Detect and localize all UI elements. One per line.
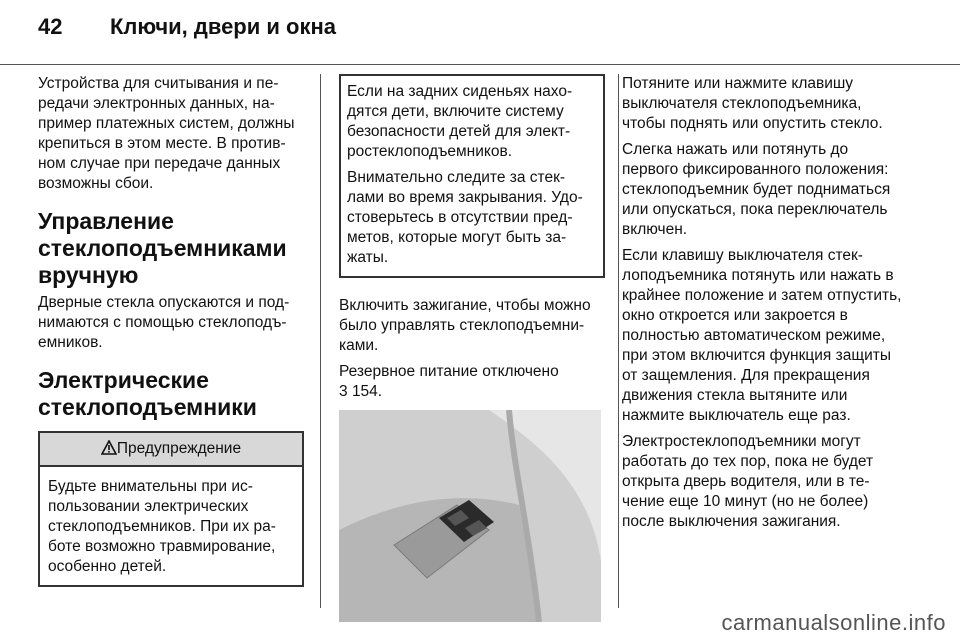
column-3 [622, 74, 902, 538]
operation-paragraph-3: Если клавишу выключателя стеклоподъемника потянуть или нажать в крайнее положение и затем отпустить, окно откроется или закроется в полностью автоматическом режиме, при этом включится функция защиты от защемления. Для прекращения движения стекла вытяните или нажмите выключатель еще раз. [622, 247, 902, 424]
watermark: carmanualsonline.info [721, 610, 946, 635]
operation-paragraph-1: Потяните или нажмите клавишу выключателя стеклоподъемника, чтобы поднять или опустить стекло. [622, 75, 883, 132]
warning-title: Предупреждение [116, 440, 242, 457]
page-reference: 154. [351, 383, 383, 400]
manual-paragraph: Дверные стекла опускаются и поднимаются с помощью стеклоподъемников. [38, 294, 290, 351]
closing-caution-text: Внимательно следите за стеклами во время закрывания. Удостоверьтесь в отсутствии предметов, которые могут быть зажаты. [347, 169, 583, 266]
intro-paragraph: Устройства для считывания и передачи электронных данных, например платежных систем, должны крепиться в этом месте. В противном случае при передаче данных возможны сбои. [38, 75, 295, 192]
column-1 [38, 74, 304, 587]
warning-triangle-icon [101, 440, 117, 455]
window-switch-illustration [339, 410, 601, 622]
page-number: 42 [38, 14, 63, 39]
section-heading-manual: Управление стеклоподъемниками вручную [38, 208, 287, 288]
column-divider-1 [320, 74, 321, 608]
warning-header [40, 433, 302, 467]
operation-paragraph-4: Электростеклоподъемники могут работать до тех пор, пока не будет открыта дверь водителя, или в течение еще 10 минут (но не более) после выключения зажигания. [622, 433, 874, 530]
page-header [38, 14, 336, 40]
warning-text: Будьте внимательны при использовании электрических стеклоподъемников. При их работе возможно травмирование, особенно детей. [48, 478, 276, 575]
column-2 [339, 74, 605, 622]
operation-paragraph-2: Слегка нажать или потянуть до первого фиксированного положения: стеклоподъемник будет подниматься или опускаться, пока переключатель включен. [622, 141, 891, 238]
header-rule [0, 64, 960, 65]
warning-box [38, 431, 304, 587]
section-heading-electric: Электрические стеклоподъемники [38, 367, 257, 420]
child-safety-text: Если на задних сиденьях находятся дети, включите систему безопасности детей для электростеклоподъемников. [347, 83, 573, 160]
column-divider-2 [618, 74, 619, 608]
page-reference-icon: 3 [339, 383, 348, 400]
child-safety-box [339, 74, 605, 278]
page-title: Ключи, двери и окна [110, 14, 336, 39]
window-switch-photo [339, 410, 601, 622]
power-off-paragraph: Резервное питание отключено [339, 363, 559, 380]
ignition-paragraph: Включить зажигание, чтобы можно было управлять стеклоподъемниками. [339, 297, 591, 354]
